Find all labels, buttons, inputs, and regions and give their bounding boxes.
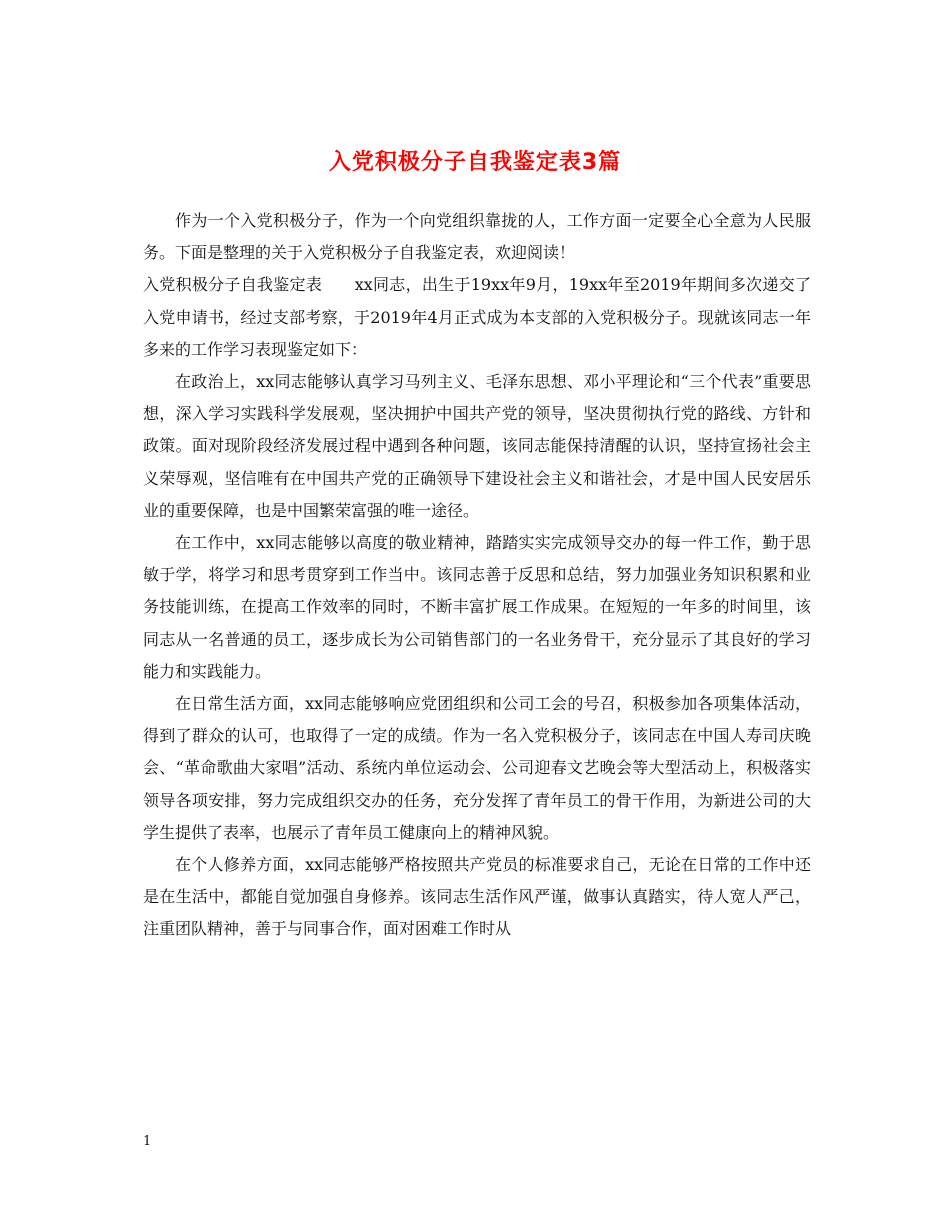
paragraph-intro: 作为一个入党积极分子，作为一个向党组织靠拢的人，工作方面一定要全心全意为人民服务。下面是整理的关于入党积极分子自我鉴定表，欢迎阅读！ [143, 211, 811, 263]
paragraph-heading-lead: 入党积极分子自我鉴定表 xx同志，出生于19xx年9月，19xx年至2019年期间多次递交了入党申请书，经过支部考察，于2019年4月正式成为本支部的入党积极分子。现就该同志一年多来的工作学习表现鉴定如下： [143, 275, 811, 359]
paragraph-work: 在工作中，xx同志能够以高度的敬业精神，踏踏实实完成领导交办的每一件工作，勤于思敏于学，将学习和思考贯穿到工作当中。该同志善于反思和总结，努力加强业务知识积累和业务技能训练，在提高工作效率的同时，不断丰富扩展工作成果。在短短的一年多的时间里，该同志从一名普通的员工，逐步成长为公司销售部门的一名业务骨干，充分显示了其良好的学习能力和实践能力。 [143, 533, 811, 681]
paragraph-politics: 在政治上，xx同志能够认真学习马列主义、毛泽东思想、邓小平理论和“三个代表”重要思想，深入学习实践科学发展观，坚决拥护中国共产党的领导，坚决贯彻执行党的路线、方针和政策。面对现阶段经济发展过程中遇到各种问题，该同志能保持清醒的认识，坚持宣扬社会主义荣辱观，坚信唯有在中国共产党的正确领导下建设社会主义和谐社会，才是中国人民安居乐业的重要保障，也是中国繁荣富强的唯一途径。 [143, 372, 811, 520]
paragraph-self-cultivation: 在个人修养方面，xx同志能够严格按照共产党员的标准要求自己，无论在日常的工作中还是在生活中，都能自觉加强自身修养。该同志生活作风严谨，做事认真踏实，待人宽人严己，注重团队精神，善于与同事合作，面对困难工作时从 [143, 855, 811, 939]
paragraph-daily-life: 在日常生活方面，xx同志能够响应党团组织和公司工会的号召，积极参加各项集体活动，得到了群众的认可，也取得了一定的成绩。作为一名入党积极分子，该同志在中国人寿司庆晚会、“革命歌曲大家唱”活动、系统内单位运动会、公司迎春文艺晚会等大型活动上，积极落实领导各项安排，努力完成组织交办的任务，充分发挥了青年员工的骨干作用，为新进公司的大学生提供了表率，也展示了青年员工健康向上的精神风貌。 [143, 694, 811, 842]
document-body [143, 205, 811, 946]
page-number: 1 [143, 1134, 152, 1149]
document-title: 入党积极分子自我鉴定表3篇 [328, 149, 622, 175]
